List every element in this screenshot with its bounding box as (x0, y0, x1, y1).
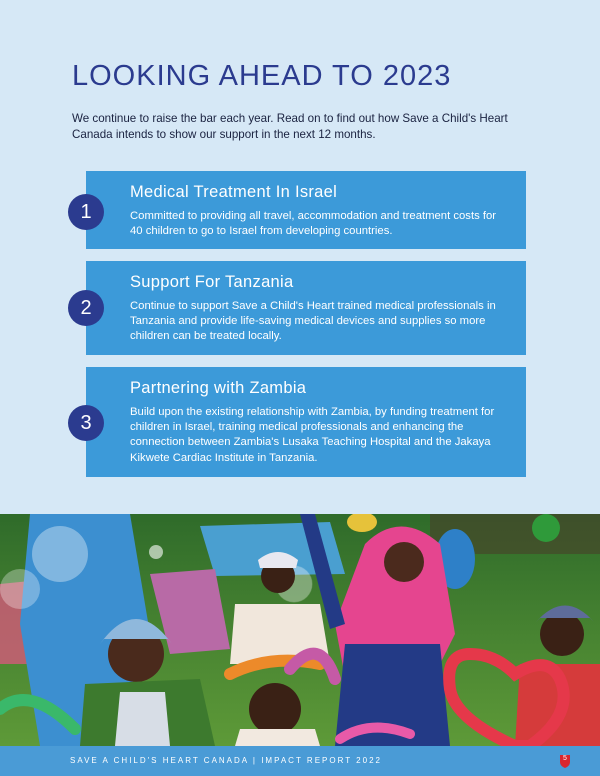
children-photo (0, 514, 600, 746)
goal-number-badge: 1 (68, 194, 104, 230)
goal-number-badge: 3 (68, 405, 104, 441)
footer-text: SAVE A CHILD'S HEART CANADA | IMPACT REPORT 2022 (70, 756, 382, 765)
goal-card-2 (86, 261, 526, 355)
footer-bar (0, 746, 600, 776)
goal-body: Committed to providing all travel, accommodation and treatment costs for 40 children to go to Israel from developing countries. (130, 210, 497, 238)
goal-card-3 (86, 367, 526, 477)
goal-heading: Partnering with Zambia (130, 379, 307, 397)
goal-body: Continue to support Save a Child's Heart trained medical professionals in Tanzania and provide life-saving medical devices and supplies so more children can be treated locally. (130, 300, 496, 343)
goal-body: Build upon the existing relationship with Zambia, by funding treatment for children in Israel, training medical professionals and enhancing the connection between Zambia's Lusaka Teaching Hospital and the Jakaya Kikwete Cardiac Institute in Tanzania. (130, 406, 495, 464)
goal-number-badge: 2 (68, 290, 104, 326)
goal-heading: Support For Tanzania (130, 273, 294, 291)
page-number: 5 (563, 755, 567, 762)
intro-paragraph: We continue to raise the bar each year. Read on to find out how Save a Child's Heart Canada intends to show our support in the next 12 months. (72, 112, 508, 141)
page-title: LOOKING AHEAD TO 2023 (72, 60, 452, 92)
goal-heading: Medical Treatment In Israel (130, 183, 338, 201)
goal-card-1 (86, 171, 526, 249)
